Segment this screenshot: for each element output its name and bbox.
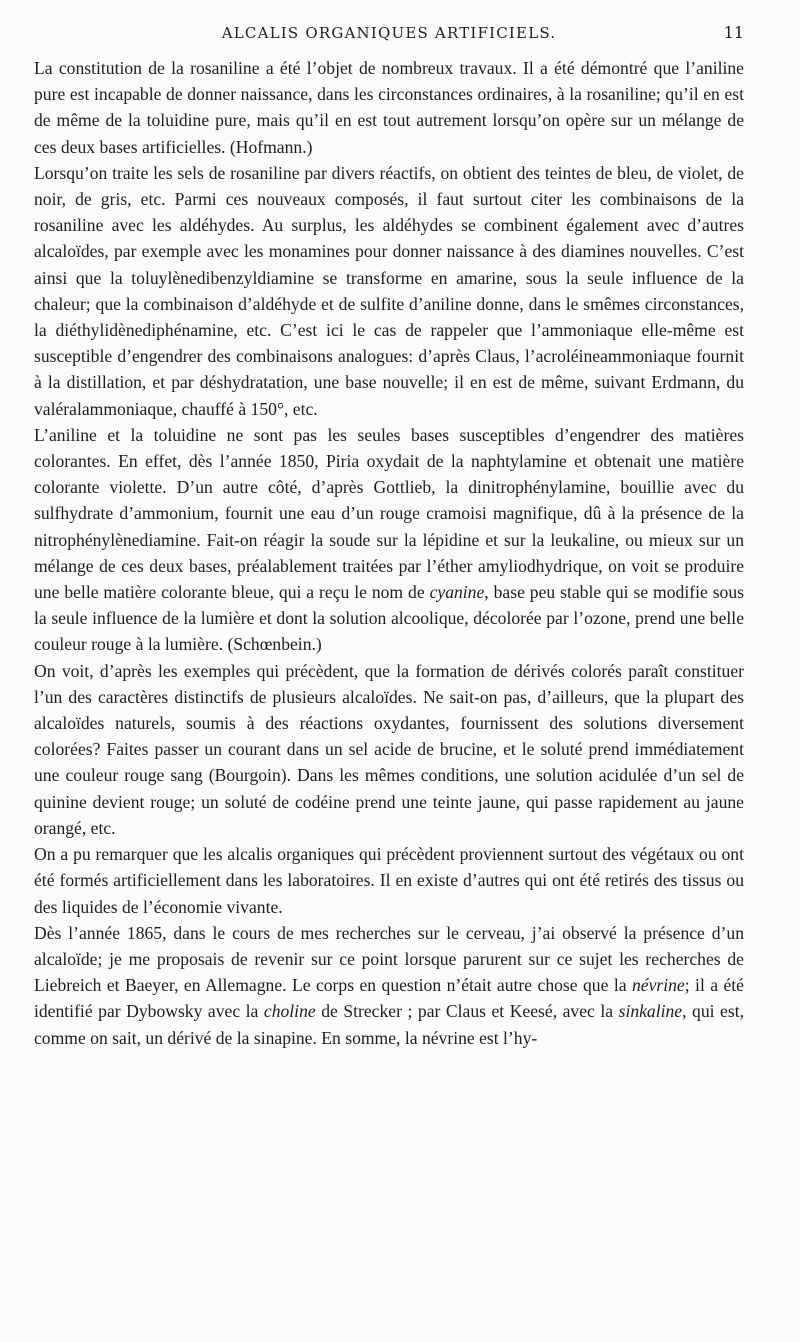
running-head: ALCALIS ORGANIQUES ARTIFICIELS. — [221, 24, 557, 42]
text-segment: , qui est, comme on sait, un dérivé de la sinapine. En somme, la névrine est l’hy- — [34, 1001, 744, 1048]
text-segment: ; il a été identifié par Dybowsky avec la — [34, 975, 744, 1022]
italic-term: choline — [263, 1001, 316, 1022]
text-segment: Dès l’année 1865, dans le cours de mes recherches sur le cerveau, j’ai observé la présence d’un alcaloïde; je me proposais de revenir sur ce point lorsque parurent sur ce sujet les recherches de Liebreich et Baeyer, en Allemagne. Le corps en question n’était autre chose que la — [34, 922, 744, 996]
paragraph — [34, 55, 744, 160]
paragraph — [34, 658, 744, 841]
text-segment: , base peu stable qui se modifie sous la seule influence de la lumière et dont la solution alcoolique, décolorée par l’ozone, prend une belle couleur rouge à la lumière. (Schœnbein.) — [34, 582, 744, 655]
italic-term: névrine — [631, 975, 685, 996]
text-segment: de Strecker ; par Claus et Keesé, avec la — [315, 1001, 619, 1022]
page-number: 11 — [723, 23, 744, 42]
text-segment: L’aniline et la toluidine ne sont pas les seules bases susceptibles d’engendrer des matières colorantes. En effet, dès l’année 1850, Piria oxydait de la naphtylamine et obtenait une matière colorante violette. D’un autre côté, d’après Gottlieb, la dinitrophénylamine, bouillie avec du sulfhydrate d’ammonium, fournit une eau d’un rouge cramoisi magnifique, dû à la présence de la nitrophénylènediamine. Fait-on réagir la soude sur la lépidine et sur la leukaline, ou mieux sur un mélange de ces deux bases, préalablement traitées par l’éther amyliodhydrique, on voit se produire une belle matière colorante bleue, qui a reçu le nom de — [34, 424, 744, 603]
paragraph — [34, 160, 744, 422]
text-segment: On voit, d’après les exemples qui précèdent, que la formation de dérivés colorés paraît constituer l’un des caractères distinctifs de plusieurs alcaloïdes. Ne sait-on pas, d’ailleurs, que la plupart des alcaloïdes naturels, soumis à des réactions oxydantes, fournissent des solutions diversement colorées? Faites passer un courant dans un sel acide de brucine, et le soluté prend immédiatement une couleur rouge sang (Bourgoin). Dans les mêmes conditions, une solution acidulée d’un sel de quinine devient rouge; un soluté de codéine prend une teinte jaune, qui passe rapidement au jaune orangé, etc. — [34, 660, 744, 838]
paragraph — [34, 841, 744, 920]
italic-term: cyanine — [429, 582, 485, 603]
paragraph — [34, 422, 744, 658]
body-text — [34, 55, 744, 1051]
text-segment: On a pu remarquer que les alcalis organiques qui précèdent proviennent surtout des végétaux ou ont été formés artificiellement dans les laboratoires. Il en existe d’autres qui ont été retirés des tissus ou des liquides de l’économie vivante. — [34, 844, 744, 917]
page-header — [34, 20, 744, 46]
text-segment: La constitution de la rosaniline a été l’objet de nombreux travaux. Il a été démontré que l’aniline pure est incapable de donner naissance, dans les circonstances ordinaires, à la rosaniline; qu’il en est de même de la toluidine pure, mais qu’il en est tout autrement lorsqu’on opère sur un mélange de ces deux bases artificielles. (Hofmann.) — [34, 58, 744, 157]
text-segment: Lorsqu’on traite les sels de rosaniline par divers réactifs, on obtient des teintes de bleu, de violet, de noir, de gris, etc. Parmi ces nouveaux composés, il faut surtout citer les combinaisons de la rosaniline avec les aldéhydes. Au surplus, les aldéhydes se combinent également avec d’autres alcaloïdes, par exemple avec les monamines pour donner naissance à des diamines nouvelles. C’est ainsi que la toluylènedibenzyldiamine se transforme en amarine, sous la seule influence de la chaleur; que la combinaison d’aldéhyde et de sulfite d’aniline donne, dans le smêmes circonstances, la diéthylidènediphénamine, etc. C’est ici le cas de rappeler que l’ammoniaque elle-même est susceptible d’engendrer des combinaisons analogues: d’après Claus, l’acroléineammoniaque fournit à la distillation, et par déshydratation, une base nouvelle; il en est de même, suivant Erdmann, du valéralammoniaque, chauffé à 150°, etc. — [34, 162, 744, 419]
italic-term: sinkaline — [618, 1001, 683, 1022]
paragraph — [34, 920, 744, 1051]
